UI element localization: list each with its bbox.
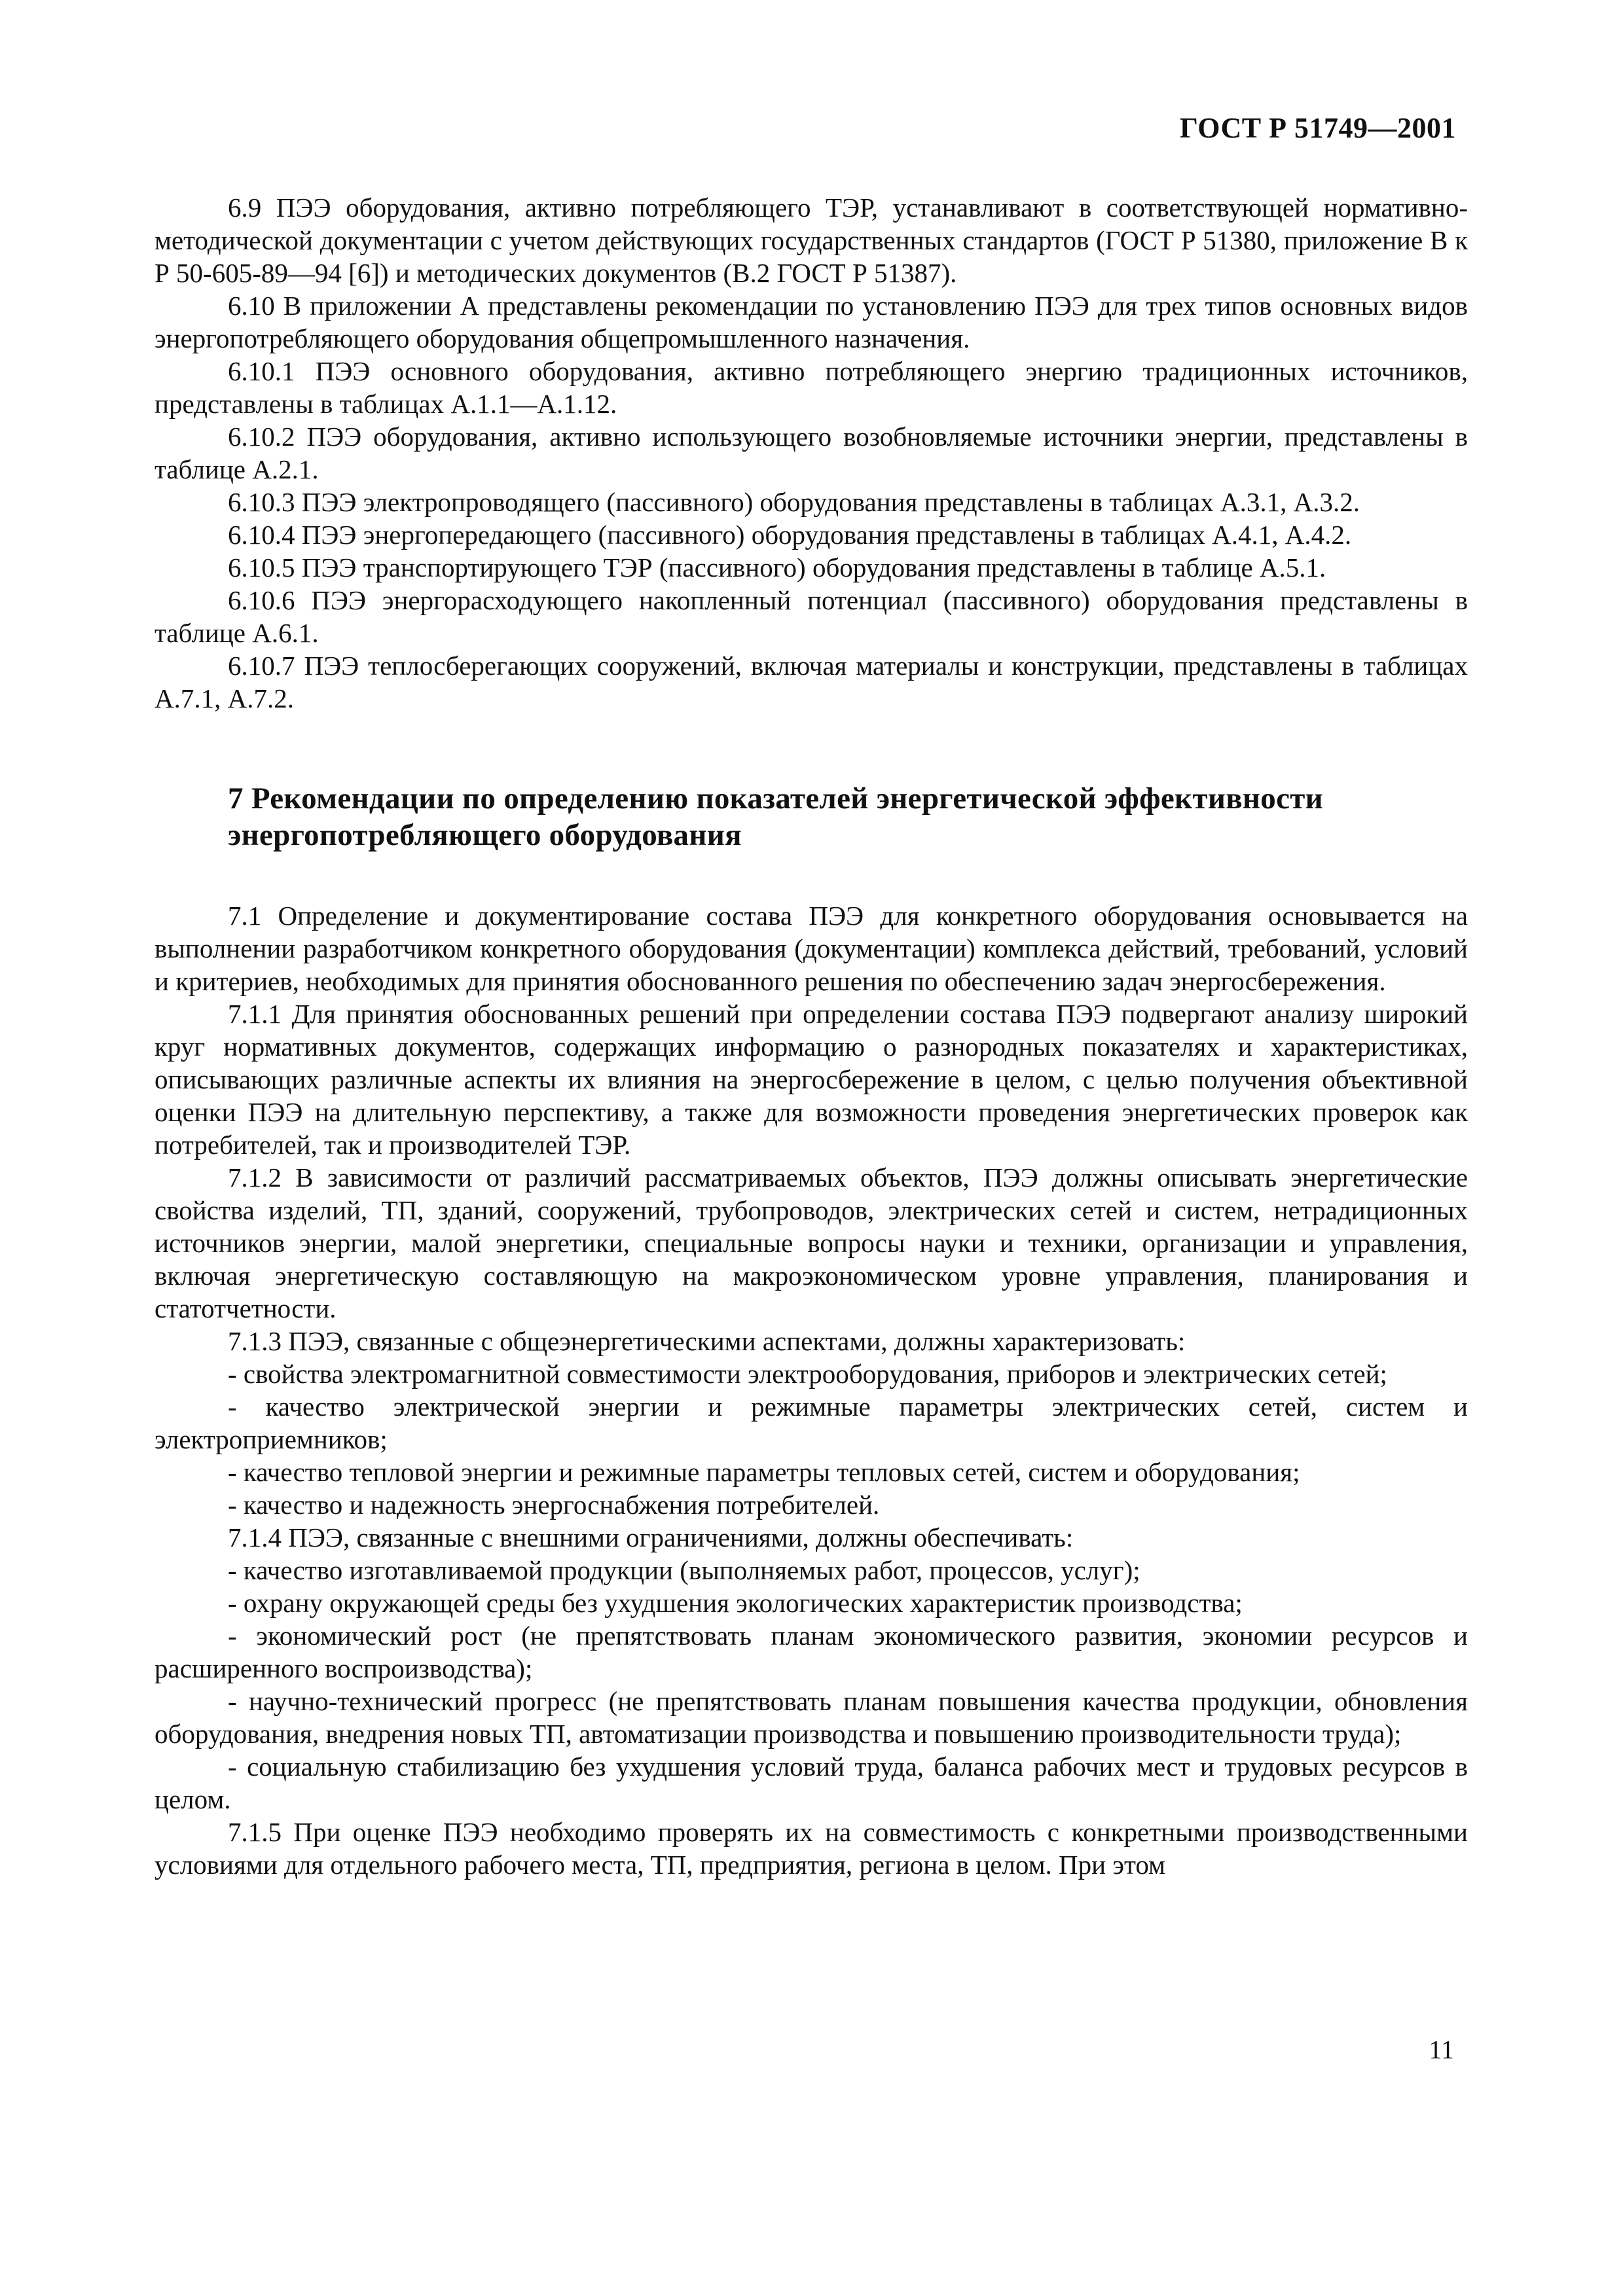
paragraph-6-10-1: 6.10.1 ПЭЭ основного оборудования, активно потребляющего энергию традиционных источников, представлены в таблицах А.1.1—А.1.12.	[155, 356, 1468, 419]
list-item: - охрану окружающей среды без ухудшения экологических характеристик производства;	[228, 1588, 1243, 1618]
paragraph-6-10-3: 6.10.3 ПЭЭ электропроводящего (пассивного) оборудования представлены в таблицах А.3.1, А.3.2.	[228, 487, 1360, 517]
paragraph-6-9: 6.9 ПЭЭ оборудования, активно потребляющего ТЭР, устанавливают в соответствующей нормативно-методической документации с учетом действующих государственных стандартов (ГОСТ Р 51380, приложение В к Р 50-605-89—94 [6]) и методических документов (В.2 ГОСТ Р 51387).	[155, 192, 1468, 288]
list-item: - качество электрической энергии и режимные параметры электрических сетей, систем и электроприемников;	[155, 1391, 1468, 1454]
paragraph-7-1-5: 7.1.5 При оценке ПЭЭ необходимо проверять их на совместимость с конкретными производственными условиями для отдельного рабочего места, ТП, предприятия, региона в целом. При этом	[155, 1817, 1468, 1880]
document-header: ГОСТ Р 51749—2001	[1179, 112, 1456, 144]
list-item: - качество и надежность энергоснабжения потребителей.	[228, 1490, 880, 1520]
paragraph-6-10-6: 6.10.6 ПЭЭ энергорасходующего накопленный потенциал (пассивного) оборудования представлены в таблице А.6.1.	[155, 585, 1468, 648]
list-item: - качество тепловой энергии и режимные параметры тепловых сетей, систем и оборудования;	[228, 1457, 1300, 1487]
list-item: - научно-технический прогресс (не препятствовать планам повышения качества продукции, обновления оборудования, внедрения новых ТП, автоматизации производства и повышению производительности труда);	[155, 1686, 1468, 1749]
paragraph-7-1-4: 7.1.4 ПЭЭ, связанные с внешними ограничениями, должны обеспечивать:	[228, 1522, 1074, 1552]
list-item: - качество изготавливаемой продукции (выполняемых работ, процессов, услуг);	[228, 1555, 1140, 1585]
list-item: - социальную стабилизацию без ухудшения условий труда, баланса рабочих мест и трудовых ресурсов в целом.	[155, 1751, 1468, 1814]
paragraph-6-10-7: 6.10.7 ПЭЭ теплосберегающих сооружений, включая материалы и конструкции, представлены в таблицах А.7.1, А.7.2.	[155, 651, 1468, 713]
paragraph-6-10-2: 6.10.2 ПЭЭ оборудования, активно использующего возобновляемые источники энергии, представлены в таблице А.2.1.	[155, 422, 1468, 484]
paragraph-7-1: 7.1 Определение и документирование состава ПЭЭ для конкретного оборудования основывается на выполнении разработчиком конкретного оборудования (документации) комплекса действий, требований, условий и критериев, необходимых для принятия обоснованного решения по обеспечению задач энергосбережения.	[155, 901, 1468, 996]
paragraph-6-10: 6.10 В приложении А представлены рекомендации по установлению ПЭЭ для трех типов основных видов энергопотребляющего оборудования общепромышленного назначения.	[155, 291, 1468, 353]
section-7-heading: 7 Рекомендации по определению показателей энергетической эффективности энергопотребляющего оборудования	[228, 781, 1323, 852]
list-item: - свойства электромагнитной совместимости электрооборудования, приборов и электрических сетей;	[228, 1359, 1387, 1389]
paragraph-7-1-2: 7.1.2 В зависимости от различий рассматриваемых объектов, ПЭЭ должны описывать энергетические свойства изделий, ТП, зданий, сооружений, трубопроводов, электрических сетей и систем, нетрадиционных источников энергии, малой энергетики, специальные вопросы науки и техники, организации и управления, включая энергетическую составляющую на макроэкономическом уровне управления, планирования и статотчетности.	[155, 1162, 1468, 1323]
paragraph-7-1-3: 7.1.3 ПЭЭ, связанные с общеэнергетическими аспектами, должны характеризовать:	[228, 1326, 1186, 1356]
page-number: 11	[1429, 2035, 1454, 2064]
paragraph-7-1-1: 7.1.1 Для принятия обоснованных решений при определении состава ПЭЭ подвергают анализу широкий круг нормативных документов, содержащих информацию о разнородных показателях и характеристиках, описывающих различные аспекты их влияния на энергосбережение в целом, с целью получения объективной оценки ПЭЭ на длительную перспективу, а также для возможности проведения энергетических проверок как потребителей, так и производителей ТЭР.	[155, 999, 1468, 1160]
paragraph-6-10-4: 6.10.4 ПЭЭ энергопередающего (пассивного) оборудования представлены в таблицах А.4.1, А.4.2.	[228, 520, 1352, 550]
document-body	[155, 191, 1468, 1881]
list-item: - экономический рост (не препятствовать планам экономического развития, экономии ресурсов и расширенного воспроизводства);	[155, 1621, 1468, 1683]
paragraph-6-10-5: 6.10.5 ПЭЭ транспортирующего ТЭР (пассивного) оборудования представлены в таблице А.5.1.	[228, 552, 1326, 583]
